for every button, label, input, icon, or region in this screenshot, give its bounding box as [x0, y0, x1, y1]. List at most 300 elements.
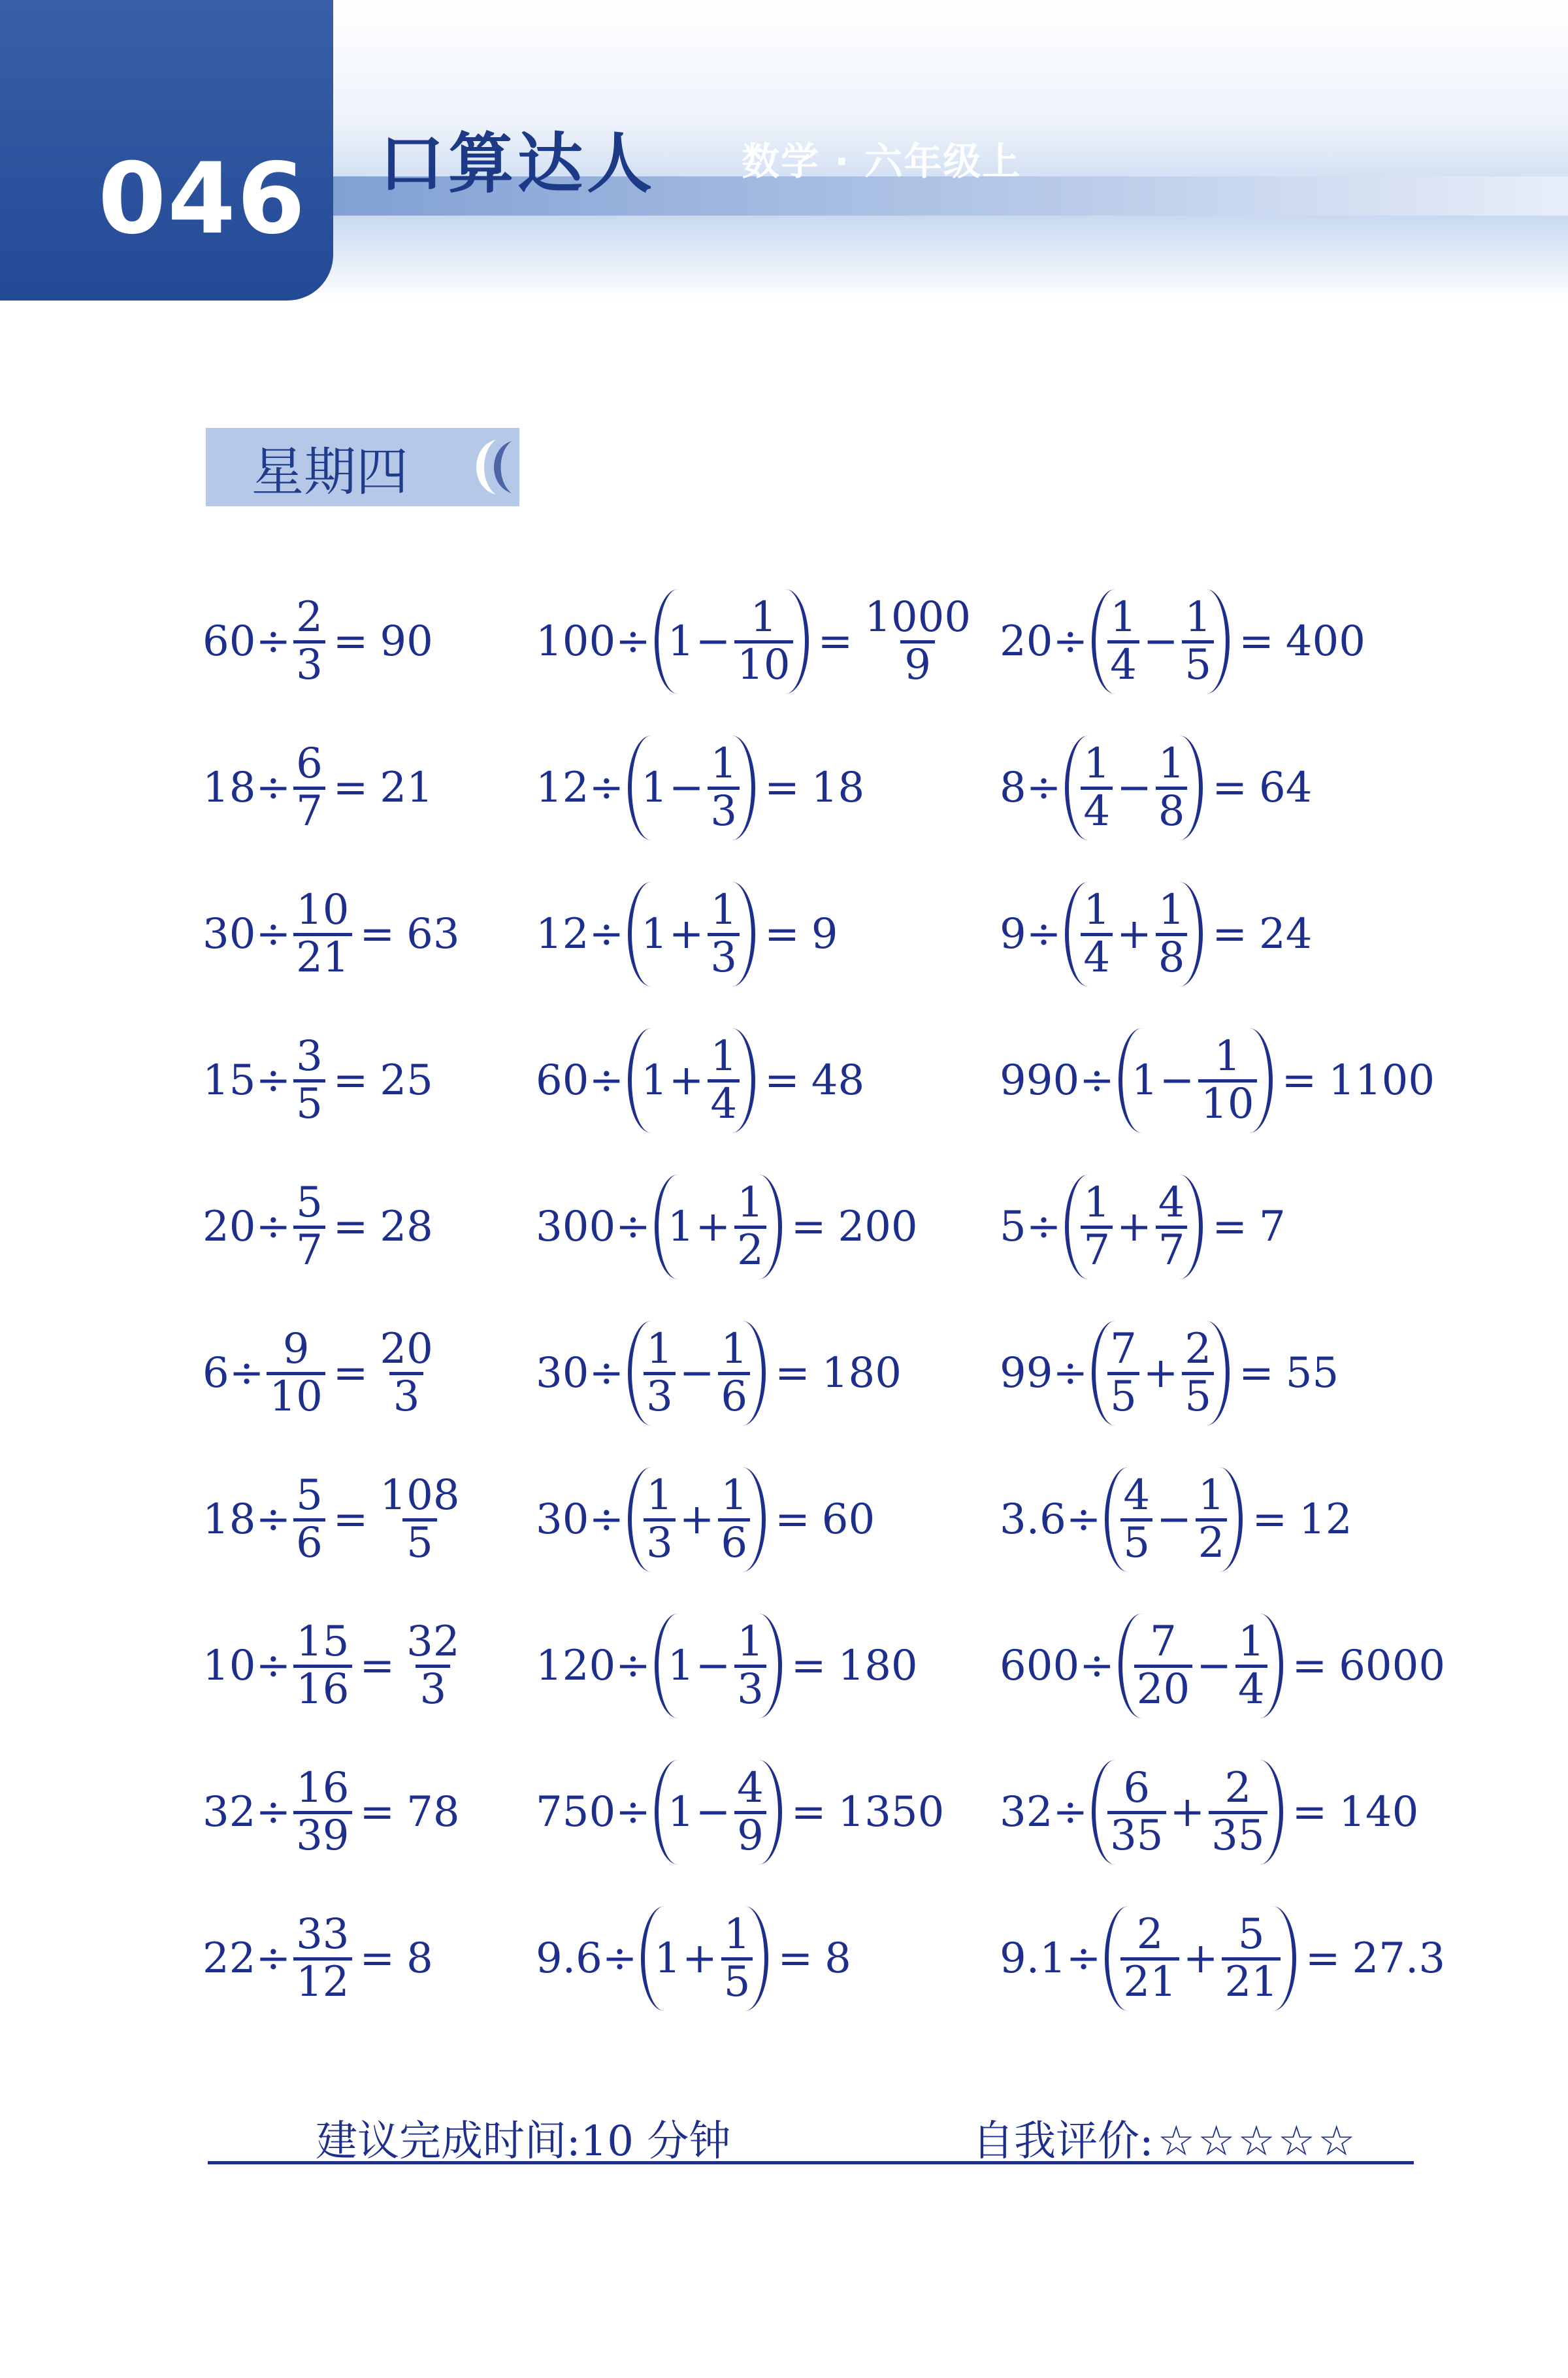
exercise	[203, 715, 536, 861]
book-title: 口算达人	[379, 125, 656, 202]
equals-sign: =	[1252, 1495, 1288, 1544]
answer-fraction	[402, 1618, 463, 1714]
exercise	[203, 1739, 536, 1885]
operator: +	[668, 1056, 704, 1105]
fraction	[721, 1910, 753, 2006]
dividend: 22÷	[203, 1934, 291, 1983]
fraction	[1107, 1325, 1139, 1421]
equals-sign: =	[775, 1349, 810, 1397]
denominator: 3	[416, 1665, 450, 1712]
denominator: 12	[293, 1957, 351, 2004]
exercise	[203, 1300, 536, 1446]
answer: 6000	[1339, 1642, 1446, 1690]
equals-sign: =	[764, 764, 800, 812]
fraction	[1107, 1764, 1166, 1860]
parenthesized-expression	[1065, 1175, 1203, 1279]
dividend: 600÷	[1000, 1642, 1115, 1690]
exercise	[536, 1885, 1000, 2032]
exercise	[1000, 1446, 1418, 1593]
denominator: 6	[293, 1518, 325, 1565]
operator: −	[1156, 1495, 1192, 1544]
equals-sign: =	[1292, 1642, 1328, 1690]
parenthesized-expression	[628, 1321, 766, 1425]
fraction	[644, 1325, 676, 1421]
exercise	[1000, 1154, 1418, 1300]
equals-sign: =	[764, 910, 800, 958]
fraction	[734, 1764, 766, 1860]
fraction	[718, 1325, 750, 1421]
fraction	[1134, 1618, 1192, 1714]
answer: 55	[1285, 1349, 1339, 1397]
numerator: 5	[296, 1179, 323, 1228]
numerator: 1	[646, 1325, 673, 1374]
operator: −	[695, 1788, 731, 1836]
answer-fraction	[860, 593, 975, 689]
fraction	[718, 1471, 750, 1567]
fraction	[1107, 593, 1139, 689]
parenthesized-expression	[655, 1614, 782, 1718]
equals-sign: =	[333, 1495, 368, 1544]
star-rating[interactable]: ☆☆☆☆☆	[1157, 2117, 1358, 2166]
fraction	[1081, 886, 1113, 982]
numerator: 1000	[864, 593, 972, 642]
numerator: 33	[296, 1910, 350, 1959]
answer: 78	[406, 1788, 460, 1836]
parenthesized-expression	[1105, 1906, 1296, 2010]
whole-number: 1	[667, 1642, 694, 1690]
operator: −	[695, 1642, 731, 1690]
dividend: 9.6÷	[536, 1934, 638, 1983]
fraction	[1235, 1618, 1267, 1714]
numerator: 7	[1150, 1618, 1177, 1667]
answer: 8	[825, 1934, 851, 1983]
numerator: 1	[1083, 1179, 1111, 1228]
exercise	[203, 1593, 536, 1739]
parenthesized-expression	[1092, 1760, 1283, 1864]
equals-sign: =	[333, 1056, 368, 1105]
denominator: 7	[293, 1226, 325, 1273]
exercise	[203, 1154, 536, 1300]
equals-sign: =	[1239, 1349, 1274, 1397]
dividend: 30÷	[536, 1349, 625, 1397]
numerator: 1	[1184, 593, 1212, 642]
exercise	[536, 715, 1000, 861]
denominator: 5	[1182, 1372, 1214, 1419]
numerator: 1	[750, 593, 777, 642]
denominator: 9	[734, 1811, 766, 1858]
exercise	[203, 1885, 536, 2032]
dividend: 6÷	[203, 1349, 265, 1397]
operator: +	[695, 1203, 731, 1251]
operator: +	[1183, 1934, 1218, 1983]
day-label	[206, 428, 519, 506]
parenthesized-expression	[655, 1760, 782, 1864]
denominator: 20	[1134, 1665, 1192, 1712]
exercise	[1000, 1593, 1446, 1739]
denominator: 16	[293, 1665, 351, 1712]
operator: +	[1117, 1203, 1152, 1251]
exercise	[536, 1007, 1000, 1154]
numerator: 2	[1136, 1910, 1164, 1959]
fraction	[734, 1618, 766, 1714]
numerator: 1	[1110, 593, 1137, 642]
denominator: 35	[1209, 1811, 1267, 1858]
numerator: 4	[1158, 1179, 1185, 1228]
whole-number: 1	[641, 910, 668, 958]
answer: 7	[1259, 1203, 1286, 1251]
exercise	[536, 861, 1000, 1007]
answer-fraction	[376, 1325, 436, 1421]
denominator: 21	[293, 933, 351, 980]
denominator: 3	[708, 787, 740, 834]
numerator: 20	[380, 1325, 433, 1374]
numerator: 32	[406, 1618, 460, 1667]
parenthesized-expression	[628, 1028, 755, 1132]
numerator: 1	[1237, 1618, 1265, 1667]
denominator: 3	[389, 1372, 424, 1419]
denominator: 39	[293, 1811, 351, 1858]
exercise	[536, 1300, 1000, 1446]
exercise	[203, 1446, 536, 1593]
whole-number: 1	[641, 1056, 668, 1105]
equals-sign: =	[333, 617, 368, 666]
answer: 200	[838, 1203, 918, 1251]
equals-sign: =	[775, 1495, 810, 1544]
answer: 400	[1285, 617, 1365, 666]
equals-sign: =	[777, 1934, 813, 1983]
denominator: 3	[708, 933, 740, 980]
fraction	[1156, 740, 1188, 836]
equals-sign: =	[1292, 1788, 1328, 1836]
denominator: 4	[1235, 1665, 1267, 1712]
whole-number: 1	[667, 1788, 694, 1836]
denominator: 7	[1081, 1226, 1113, 1273]
denominator: 4	[1081, 787, 1113, 834]
dividend: 32÷	[1000, 1788, 1088, 1836]
denominator: 4	[1107, 640, 1139, 687]
denominator: 3	[644, 1518, 676, 1565]
denominator: 7	[293, 787, 325, 834]
operator: +	[682, 1934, 717, 1983]
answer: 27.3	[1352, 1934, 1446, 1983]
fraction	[734, 1179, 766, 1275]
exercise	[1000, 1007, 1435, 1154]
exercise	[536, 1154, 1000, 1300]
fraction	[1182, 1325, 1214, 1421]
dividend: 300÷	[536, 1203, 651, 1251]
dividend: 8÷	[1000, 764, 1062, 812]
operator: −	[1159, 1056, 1195, 1105]
numerator: 7	[1110, 1325, 1137, 1374]
dividend: 5÷	[1000, 1203, 1062, 1251]
exercise	[1000, 715, 1418, 861]
dividend: 18÷	[203, 764, 291, 812]
parenthesized-expression	[628, 1467, 766, 1571]
numerator: 1	[737, 1618, 764, 1667]
numerator: 1	[1083, 740, 1111, 789]
moon-icon	[457, 437, 515, 497]
parenthesized-expression	[1092, 589, 1230, 693]
page-number: 046	[98, 142, 307, 256]
numerator: 4	[1123, 1471, 1151, 1520]
suggested-time: 建议完成时间:10 分钟	[316, 2117, 731, 2166]
footer	[208, 2102, 1414, 2164]
answer: 9	[811, 910, 838, 958]
equals-sign: =	[359, 1934, 395, 1983]
parenthesized-expression	[1119, 1028, 1273, 1132]
numerator: 2	[296, 593, 323, 642]
parenthesized-expression	[628, 736, 755, 839]
denominator: 10	[1198, 1079, 1256, 1126]
answer: 8	[406, 1934, 433, 1983]
denominator: 8	[1156, 787, 1188, 834]
answer: 60	[821, 1495, 875, 1544]
whole-number: 1	[1131, 1056, 1158, 1105]
dividend: 20÷	[203, 1203, 291, 1251]
equals-sign: =	[817, 617, 853, 666]
denominator: 8	[1156, 933, 1188, 980]
fraction	[1156, 886, 1188, 982]
fraction	[644, 1471, 676, 1567]
denominator: 6	[718, 1372, 750, 1419]
exercise	[1000, 861, 1418, 1007]
equals-sign: =	[333, 1349, 368, 1397]
operator: −	[1117, 764, 1152, 812]
exercise	[536, 568, 1000, 715]
divisor-fraction	[293, 886, 351, 982]
answer: 12	[1299, 1495, 1352, 1544]
equals-sign: =	[791, 1642, 826, 1690]
equals-sign: =	[333, 1203, 368, 1251]
numerator: 1	[1158, 740, 1185, 789]
fraction	[1156, 1179, 1188, 1275]
dividend: 60÷	[536, 1056, 625, 1105]
parenthesized-expression	[1105, 1467, 1243, 1571]
numerator: 16	[296, 1764, 350, 1813]
denominator: 35	[1107, 1811, 1166, 1858]
denominator: 5	[1107, 1372, 1139, 1419]
answer: 21	[380, 764, 433, 812]
exercise	[1000, 568, 1418, 715]
exercise	[203, 1007, 536, 1154]
exercise	[1000, 1300, 1418, 1446]
equals-sign: =	[359, 910, 395, 958]
denominator: 10	[267, 1372, 325, 1419]
numerator: 5	[296, 1471, 323, 1520]
parenthesized-expression	[1065, 736, 1203, 839]
dividend: 12÷	[536, 910, 625, 958]
denominator: 9	[900, 640, 935, 687]
denominator: 5	[721, 1957, 753, 2004]
parenthesized-expression	[641, 1906, 768, 2010]
answer: 24	[1259, 910, 1313, 958]
numerator: 1	[710, 740, 738, 789]
divisor-fraction	[293, 1032, 325, 1128]
denominator: 4	[708, 1079, 740, 1126]
equals-sign: =	[1305, 1934, 1341, 1983]
operator: −	[1143, 617, 1179, 666]
fraction	[1196, 1471, 1228, 1567]
exercise	[536, 1739, 1000, 1885]
whole-number: 1	[667, 1203, 694, 1251]
exercise	[203, 861, 536, 1007]
dividend: 60÷	[203, 617, 291, 666]
fraction	[1120, 1910, 1179, 2006]
numerator: 1	[710, 886, 738, 935]
denominator: 21	[1120, 1957, 1179, 2004]
fraction	[1120, 1471, 1152, 1567]
equals-sign: =	[764, 1056, 800, 1105]
answer: 1100	[1328, 1056, 1435, 1105]
fraction	[1081, 740, 1113, 836]
parenthesized-expression	[655, 1175, 782, 1279]
operator: +	[668, 910, 704, 958]
equals-sign: =	[333, 764, 368, 812]
answer: 90	[380, 617, 433, 666]
denominator: 10	[734, 640, 792, 687]
answer: 18	[811, 764, 865, 812]
numerator: 9	[282, 1325, 310, 1374]
numerator: 108	[380, 1471, 460, 1520]
answer: 140	[1339, 1788, 1419, 1836]
equals-sign: =	[359, 1642, 395, 1690]
divisor-fraction	[293, 1910, 351, 2006]
answer: 180	[838, 1642, 918, 1690]
numerator: 1	[1198, 1471, 1225, 1520]
answer: 64	[1259, 764, 1313, 812]
dividend: 30÷	[203, 910, 291, 958]
denominator: 6	[718, 1518, 750, 1565]
equals-sign: =	[359, 1788, 395, 1836]
dividend: 99÷	[1000, 1349, 1088, 1397]
self-evaluation-label: 自我评价:	[972, 2117, 1154, 2166]
operator: +	[679, 1495, 715, 1544]
denominator: 3	[734, 1665, 766, 1712]
divisor-fraction	[293, 740, 325, 836]
operator: −	[695, 617, 731, 666]
denominator: 5	[402, 1518, 437, 1565]
numerator: 1	[1158, 886, 1185, 935]
numerator: 4	[737, 1764, 764, 1813]
fraction	[708, 740, 740, 836]
dividend: 30÷	[536, 1495, 625, 1544]
numerator: 1	[646, 1471, 673, 1520]
book-subtitle: 数学 · 六年级上	[742, 139, 1022, 184]
denominator: 3	[644, 1372, 676, 1419]
answer-fraction	[376, 1471, 463, 1567]
parenthesized-expression	[655, 589, 809, 693]
denominator: 3	[293, 640, 325, 687]
numerator: 3	[296, 1032, 323, 1081]
denominator: 2	[1196, 1518, 1228, 1565]
divisor-fraction	[293, 593, 325, 689]
dividend: 12÷	[536, 764, 625, 812]
denominator: 21	[1222, 1957, 1280, 2004]
numerator: 5	[1237, 1910, 1265, 1959]
parenthesized-expression	[1065, 882, 1203, 986]
fraction	[1209, 1764, 1267, 1860]
answer: 48	[811, 1056, 865, 1105]
dividend: 20÷	[1000, 617, 1088, 666]
day-label-text: 星期四	[252, 441, 408, 502]
dividend: 100÷	[536, 617, 651, 666]
numerator: 10	[296, 886, 350, 935]
answer: 25	[380, 1056, 433, 1105]
divisor-fraction	[267, 1325, 325, 1421]
dividend: 32÷	[203, 1788, 291, 1836]
numerator: 1	[1214, 1032, 1241, 1081]
exercise	[203, 568, 536, 715]
equals-sign: =	[1239, 617, 1274, 666]
equals-sign: =	[1212, 1203, 1248, 1251]
equals-sign: =	[1281, 1056, 1317, 1105]
operator: −	[668, 764, 704, 812]
exercise	[536, 1446, 1000, 1593]
answer: 1350	[838, 1788, 945, 1836]
parenthesized-expression	[1119, 1614, 1283, 1718]
operator: −	[1196, 1642, 1232, 1690]
numerator: 1	[710, 1032, 738, 1081]
fraction	[734, 593, 792, 689]
dividend: 9.1÷	[1000, 1934, 1102, 1983]
dividend: 18÷	[203, 1495, 291, 1544]
equals-sign: =	[791, 1788, 826, 1836]
numerator: 6	[1123, 1764, 1151, 1813]
exercise-grid	[203, 568, 1446, 2032]
operator: +	[1169, 1788, 1205, 1836]
divisor-fraction	[293, 1179, 325, 1275]
numerator: 1	[737, 1179, 764, 1228]
equals-sign: =	[1212, 910, 1248, 958]
self-evaluation	[972, 2108, 1358, 2168]
equals-sign: =	[791, 1203, 826, 1251]
exercise	[536, 1593, 1000, 1739]
fraction	[1182, 593, 1214, 689]
operator: +	[1143, 1349, 1179, 1397]
operator: +	[1117, 910, 1152, 958]
parenthesized-expression	[1092, 1321, 1230, 1425]
page-number-tab	[0, 0, 333, 301]
answer: 63	[406, 910, 460, 958]
numerator: 2	[1184, 1325, 1212, 1374]
denominator: 5	[1120, 1518, 1152, 1565]
fraction	[708, 886, 740, 982]
numerator: 6	[296, 740, 323, 789]
divisor-fraction	[293, 1618, 351, 1714]
denominator: 2	[734, 1226, 766, 1273]
exercise	[1000, 1885, 1446, 2032]
whole-number: 1	[641, 764, 668, 812]
exercise	[1000, 1739, 1418, 1885]
fraction	[1081, 1179, 1113, 1275]
answer: 28	[380, 1203, 433, 1251]
fraction	[708, 1032, 740, 1128]
denominator: 5	[1182, 640, 1214, 687]
numerator: 2	[1224, 1764, 1252, 1813]
divisor-fraction	[293, 1471, 325, 1567]
denominator: 5	[293, 1079, 325, 1126]
dividend: 750÷	[536, 1788, 651, 1836]
denominator: 4	[1081, 933, 1113, 980]
dividend: 990÷	[1000, 1056, 1115, 1105]
denominator: 7	[1156, 1226, 1188, 1273]
numerator: 1	[721, 1325, 748, 1374]
equals-sign: =	[1212, 764, 1248, 812]
numerator: 1	[1083, 886, 1111, 935]
numerator: 1	[721, 1471, 748, 1520]
fraction	[1222, 1910, 1280, 2006]
dividend: 120÷	[536, 1642, 651, 1690]
